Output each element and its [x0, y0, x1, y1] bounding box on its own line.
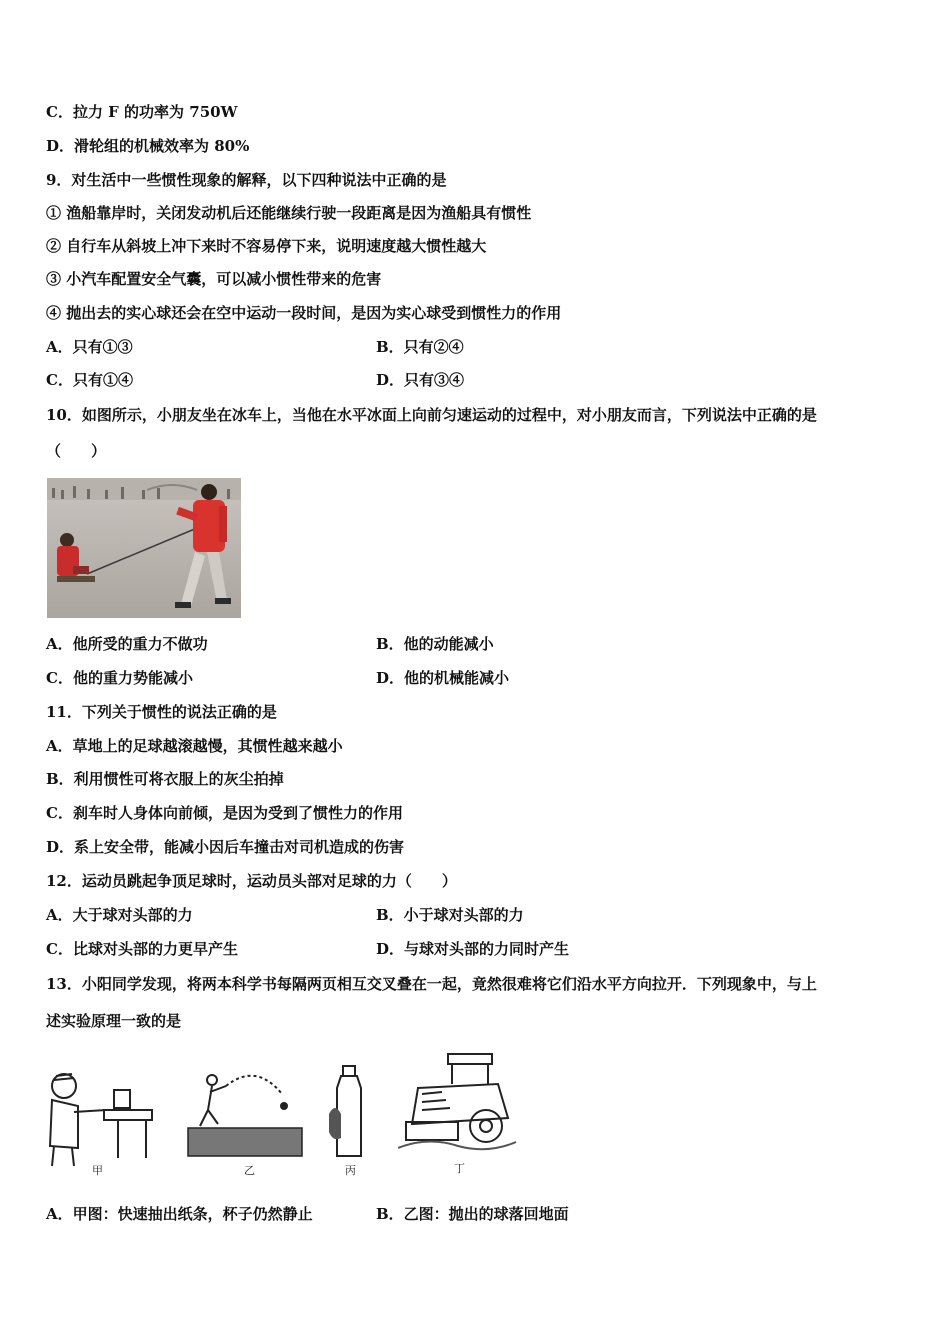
figure-ding-label: 丁: [454, 1163, 465, 1175]
q13-stem-line-2: 述实验原理一致的是: [46, 1012, 182, 1030]
q11-option-b: B．利用惯性可将衣服上的灰尘拍掉: [46, 770, 284, 788]
q9-statement-1: ① 渔船靠岸时，关闭发动机后还能继续行驶一段距离是因为渔船具有惯性: [46, 204, 532, 222]
q9-statement-4: ④ 抛出去的实心球还会在空中运动一段时间，是因为实心球受到惯性力的作用: [46, 304, 562, 322]
q10-option-c: C．他的重力势能减小: [46, 669, 193, 687]
q11-option-a: A．草地上的足球越滚越慢，其惯性越来越小: [46, 737, 343, 755]
q9-option-b: B．只有②④: [376, 338, 464, 356]
figure-jia-cup-paper: [44, 1066, 159, 1178]
q12-option-d: D．与球对头部的力同时产生: [376, 940, 570, 958]
q9-option-c: C．只有①④: [46, 371, 133, 389]
figure-yi-label: 乙: [244, 1165, 255, 1177]
figure-bing-label: 丙: [345, 1165, 356, 1177]
q10-option-a: A．他所受的重力不做功: [46, 635, 208, 653]
ice-sled-photo: [47, 478, 241, 618]
q11-option-d: D．系上安全带，能减小因后车撞击对司机造成的伤害: [46, 838, 405, 856]
q11-option-c: C．刹车时人身体向前倾，是因为受到了惯性力的作用: [46, 804, 403, 822]
q8-option-c: C．拉力 F 的功率为 750W: [46, 103, 238, 121]
q12-stem: 12．运动员跳起争顶足球时，运动员头部对足球的力（ ）: [46, 872, 457, 890]
figure-bing-bottle: [327, 1062, 373, 1178]
q13-option-a: A．甲图：快速抽出纸条，杯子仍然静止: [46, 1205, 313, 1223]
q11-stem: 11．下列关于惯性的说法正确的是: [46, 703, 277, 721]
q12-option-a: A．大于球对头部的力: [46, 906, 193, 924]
q13-stem-line-1: 13．小阳同学发现，将两本科学书每隔两页相互交叉叠在一起，竟然很难将它们沿水平方向拉开．下列现象中，与上: [46, 975, 817, 993]
q12-option-c: C．比球对头部的力更早产生: [46, 940, 238, 958]
figure-yi-thrown-ball: [186, 1066, 304, 1178]
q9-statement-3: ③ 小汽车配置安全气囊，可以减小惯性带来的危害: [46, 270, 382, 288]
q9-option-a: A．只有①③: [46, 338, 133, 356]
q10-option-b: B．他的动能减小: [376, 635, 494, 653]
q10-stem: 10．如图所示，小朋友坐在冰车上，当他在水平冰面上向前匀速运动的过程中，对小朋友而言，下列说法中正确的是: [46, 406, 817, 424]
q9-option-d: D．只有③④: [376, 371, 465, 389]
q13-option-b: B．乙图：抛出的球落回地面: [376, 1205, 569, 1223]
q9-stem: 9．对生活中一些惯性现象的解释，以下四种说法中正确的是: [46, 171, 447, 189]
q8-option-d: D．滑轮组的机械效率为 80%: [46, 137, 250, 155]
q10-option-d: D．他的机械能减小: [376, 669, 510, 687]
q9-statement-2: ② 自行车从斜坡上冲下来时不容易停下来，说明速度越大惯性越大: [46, 237, 487, 255]
figure-ding-road-roller: [398, 1048, 518, 1178]
q12-option-b: B．小于球对头部的力: [376, 906, 524, 924]
q10-answer-paren: （ ）: [46, 442, 107, 460]
figure-jia-label: 甲: [92, 1165, 103, 1177]
